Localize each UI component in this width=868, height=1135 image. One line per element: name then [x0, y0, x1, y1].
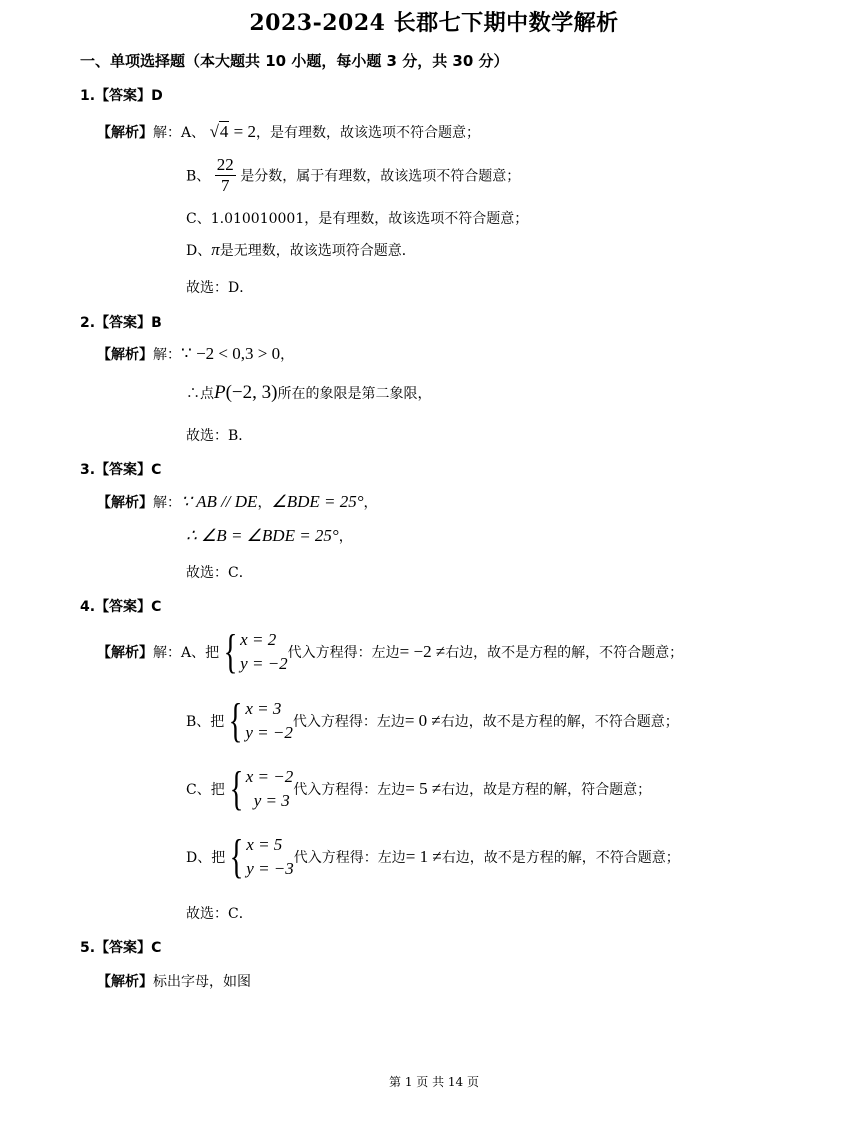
- sqrt-symbol: √4: [209, 122, 229, 141]
- equation-system: [225, 830, 294, 883]
- q4-b-rest-a: 代入方程得：左边: [292, 714, 405, 730]
- q4-conclusion: 故选：C．: [186, 906, 253, 922]
- q4-b-val: = 0 ≠: [404, 711, 441, 730]
- q1-conclusion: 故选：D．: [186, 280, 254, 296]
- q2-number: 2.: [80, 315, 96, 331]
- q3-line2-tail: ，: [338, 529, 353, 545]
- q1-a-prefix: A、: [181, 125, 206, 141]
- system-x: x = 5: [246, 835, 283, 854]
- q4-c-rest-b: 右边，故是方程的解，符合题意；: [441, 782, 652, 798]
- q2-answer-line: [80, 312, 162, 332]
- system-y: y = −2: [245, 723, 293, 742]
- q1-option-a: [97, 118, 480, 147]
- q4-c-val: = 5 ≠: [405, 779, 442, 798]
- q5-answer-line: [80, 937, 161, 957]
- analysis-label: 【解析】: [97, 495, 153, 511]
- q1-b-prefix: B、: [186, 168, 211, 185]
- q5-number: 5.: [80, 940, 96, 956]
- q1-d-rest: 是无理数，故该选项符合题意．: [219, 243, 416, 259]
- q4-d-rest-b: 右边，故不是方程的解，不符合题意；: [441, 850, 680, 866]
- q1-number: 1.: [80, 88, 96, 104]
- q3-answer: C: [151, 462, 162, 478]
- jie-label: 解：: [153, 495, 181, 511]
- q4-a-val: = −2 ≠: [399, 642, 446, 661]
- equation-system: [224, 694, 293, 747]
- q3-conclusion: 故选：C．: [186, 565, 253, 581]
- q4-option-a: [97, 625, 684, 678]
- q1-answer-line: [80, 85, 163, 105]
- q1-answer: D: [151, 88, 163, 104]
- answer-label: 【答案】: [95, 88, 152, 104]
- jie-label: 解：: [153, 125, 181, 141]
- q1-option-c: C、1.010010001，是有理数，故该选项不符合题意；: [186, 211, 529, 227]
- answer-label: 【答案】: [95, 462, 152, 478]
- q2-line1-math: ∵ −2 < 0,3 > 0: [181, 344, 281, 363]
- q3-line1-tail: ，: [363, 495, 378, 511]
- q5-line1: [97, 971, 251, 991]
- equation-system: [225, 762, 294, 815]
- q4-a-rest-b: 右边，故不是方程的解，不符合题意；: [445, 645, 684, 661]
- brace-symbol: {: [229, 762, 244, 815]
- page-title: 2023-2024 长郡七下期中数学解析: [249, 10, 619, 36]
- q5-answer: C: [151, 940, 162, 956]
- q2-point-p: P: [214, 382, 226, 403]
- answer-label: 【答案】: [95, 599, 152, 615]
- q4-c-prefix: C、把: [186, 782, 225, 798]
- q3-line1-math: ∵ AB // DE: [181, 492, 258, 511]
- q4-option-d: [186, 830, 680, 883]
- system-y: y = −2: [240, 654, 288, 673]
- system-y: y = −3: [246, 859, 294, 878]
- q4-a-prefix: A、把: [181, 645, 220, 661]
- q4-option-b: [186, 694, 679, 747]
- system-x: x = 2: [240, 630, 277, 649]
- section-heading: 一、单项选择题（本大题共 10 小题，每小题 3 分，共 30 分）: [80, 52, 509, 70]
- jie-label: 解：: [153, 347, 181, 363]
- equation-system: [219, 625, 288, 678]
- q3-number: 3.: [80, 462, 96, 478]
- q4-number: 4.: [80, 599, 96, 615]
- q1-a-expression: [210, 122, 256, 141]
- analysis-label: 【解析】: [97, 974, 153, 990]
- answer-label: 【答案】: [95, 315, 152, 331]
- q4-option-c: [186, 762, 652, 815]
- brace-symbol: {: [229, 830, 244, 883]
- q4-answer-line: [80, 596, 161, 616]
- system-y: y = 3: [253, 791, 290, 810]
- q3-line1: [97, 492, 378, 512]
- q4-d-rest-a: 代入方程得：左边: [293, 850, 406, 866]
- q1-b-fraction: [215, 155, 236, 196]
- q2-answer: B: [151, 315, 162, 331]
- system-x: x = −2: [245, 767, 294, 786]
- q1-a-math: = 2: [229, 122, 257, 141]
- q2-line1: [97, 344, 294, 364]
- q1-d-prefix: D、: [186, 243, 212, 259]
- q4-a-rest-a: 代入方程得：左边: [287, 645, 400, 661]
- q4-d-prefix: D、把: [186, 850, 226, 866]
- answer-label: 【答案】: [95, 940, 152, 956]
- q4-answer: C: [151, 599, 162, 615]
- page-footer: 第 1 页 共 14 页: [389, 1075, 479, 1089]
- analysis-label: 【解析】: [97, 645, 153, 661]
- q3-line1-mid: ，: [257, 495, 272, 511]
- fraction-numerator: 22: [216, 155, 234, 174]
- q1-option-b: [186, 155, 520, 196]
- analysis-label: 【解析】: [97, 125, 153, 141]
- q5-line1-text: 标出字母，如图: [153, 974, 251, 990]
- q2-line1-tail: ，: [280, 347, 295, 363]
- q3-line1-math2: ∠BDE = 25°: [271, 492, 364, 511]
- q2-point-coords: (−2, 3): [225, 382, 278, 403]
- q1-option-d: [186, 240, 416, 260]
- q4-b-prefix: B、把: [186, 714, 225, 730]
- fraction-denominator: 7: [221, 176, 230, 195]
- brace-symbol: {: [223, 625, 238, 678]
- q3-answer-line: [80, 459, 161, 479]
- brace-symbol: {: [228, 694, 243, 747]
- system-x: x = 3: [245, 699, 282, 718]
- q4-b-rest-b: 右边，故不是方程的解，不符合题意；: [440, 714, 679, 730]
- q3-line2-math: ∴ ∠B = ∠BDE = 25°: [186, 526, 339, 545]
- q2-line2: [186, 382, 431, 404]
- q2-line2-pre: ∴点: [186, 386, 214, 402]
- q3-line2: [186, 526, 353, 546]
- jie-label: 解：: [153, 645, 181, 661]
- sqrt-radicand: 4: [219, 122, 229, 141]
- analysis-label: 【解析】: [97, 347, 153, 363]
- q4-d-val: = 1 ≠: [405, 847, 442, 866]
- q1-a-rest: ，是有理数，故该选项不符合题意；: [256, 125, 481, 141]
- q1-d-pi: π: [211, 240, 220, 259]
- q1-b-rest: 是分数，属于有理数，故该选项不符合题意；: [240, 168, 521, 185]
- q2-line2-rest: 所在的象限是第二象限，: [277, 386, 432, 402]
- q2-conclusion: 故选：B．: [186, 428, 253, 444]
- q4-c-rest-a: 代入方程得：左边: [293, 782, 406, 798]
